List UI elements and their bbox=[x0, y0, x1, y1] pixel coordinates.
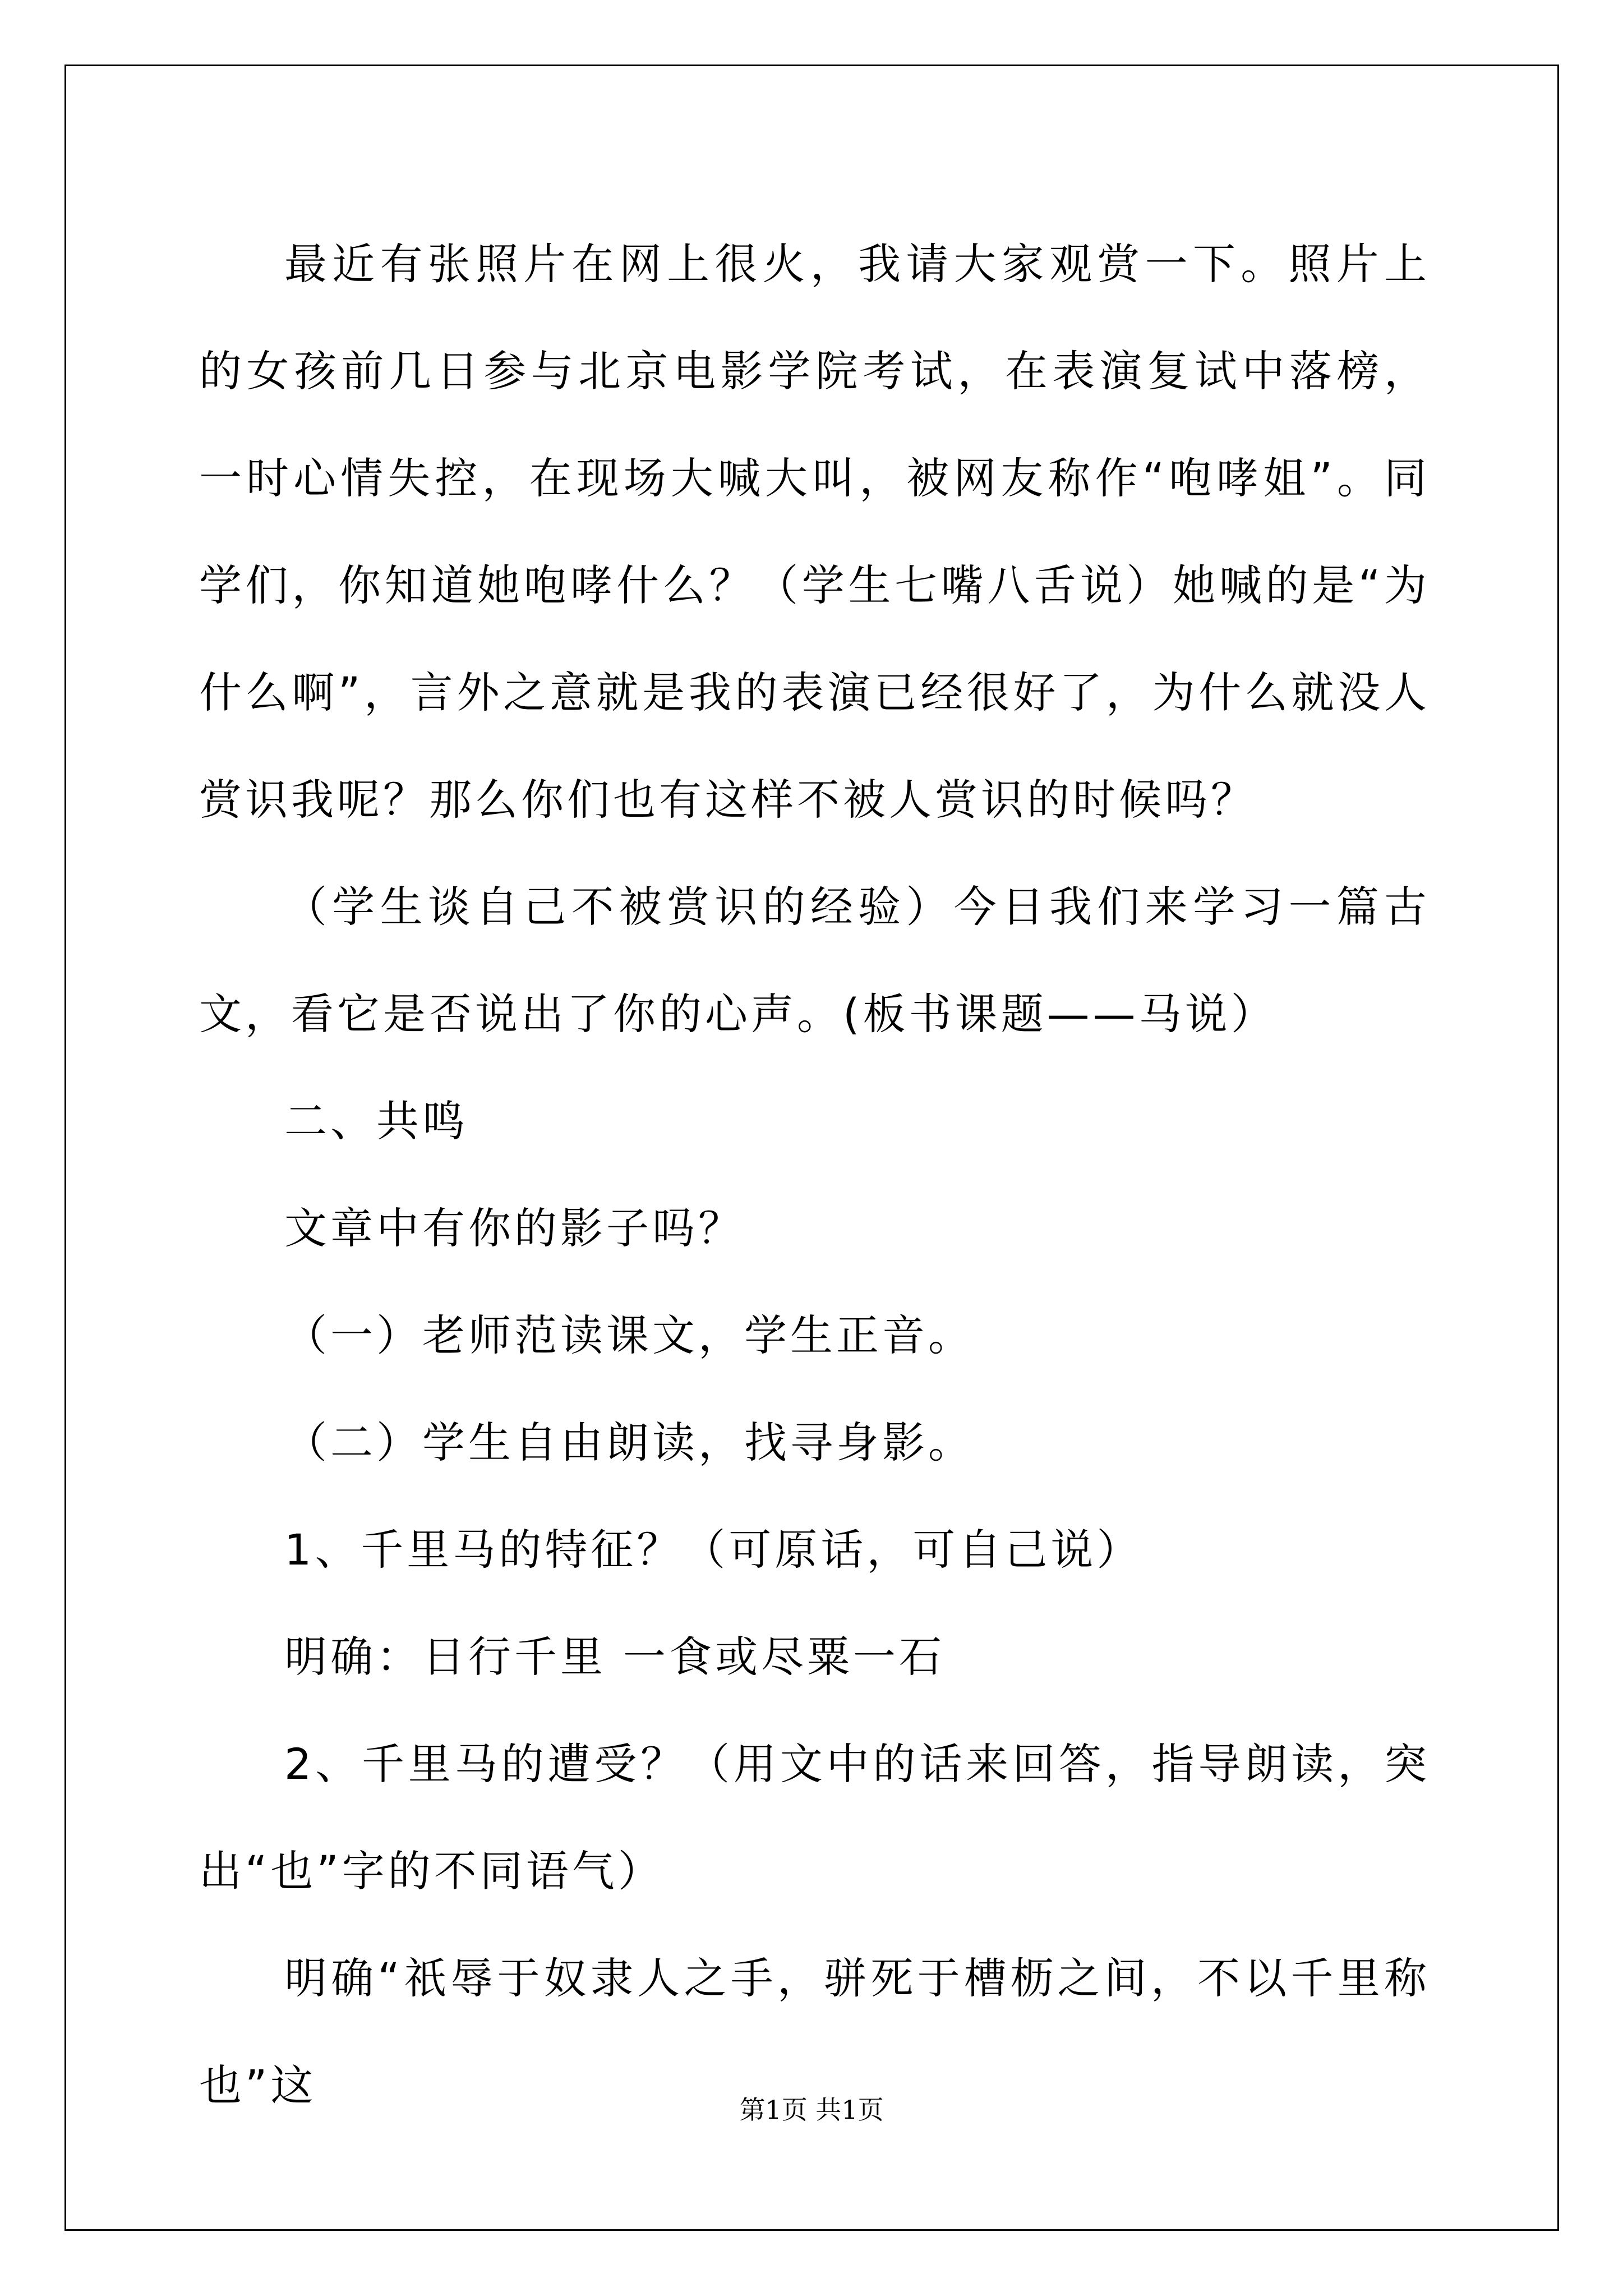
page-footer: 第1页 共1页 bbox=[739, 2095, 884, 2125]
paragraph-answer-two: 明确“祇辱于奴隶人之手，骈死于槽枥之间，不以千里称也”这 bbox=[199, 1953, 1430, 2110]
paragraph-answer-one: 明确：日行千里 一食或尽粟一石 bbox=[284, 1632, 946, 1682]
paragraph-question: 文章中有你的影子吗？ bbox=[284, 1203, 744, 1253]
section-heading-resonance: 二、共鸣 bbox=[284, 1096, 468, 1146]
document-body bbox=[199, 210, 1430, 2139]
paragraph-step-one: （一）老师范读课文，学生正音。 bbox=[284, 1310, 974, 1360]
paragraph-student-experience: （学生谈自己不被赏识的经验）今日我们来学习一篇古文，看它是否说出了你的心声。(板书课题——马说） bbox=[199, 882, 1430, 1039]
paragraph-question-two: 2、千里马的遭受？（用文中的话来回答，指导朗读，突出“也”字的不同语气） bbox=[199, 1739, 1430, 1896]
paragraph-intro: 最近有张照片在网上很火，我请大家观赏一下。照片上的女孩前几日参与北京电影学院考试，在表演复试中落榜，一时心情失控，在现场大喊大叫，被网友称作“咆哮姐”。同学们，你知道她咆哮什么？（学生七嘴八舌说）她喊的是“为什么啊”，言外之意就是我的表演已经很好了，为什么就没人赏识我呢？那么你们也有这样不被人赏识的时候吗？ bbox=[199, 239, 1430, 825]
paragraph-step-two: （二）学生自由朗读，找寻身影。 bbox=[284, 1418, 974, 1467]
paragraph-question-one: 1、千里马的特征？（可原话，可自己说） bbox=[284, 1525, 1143, 1575]
